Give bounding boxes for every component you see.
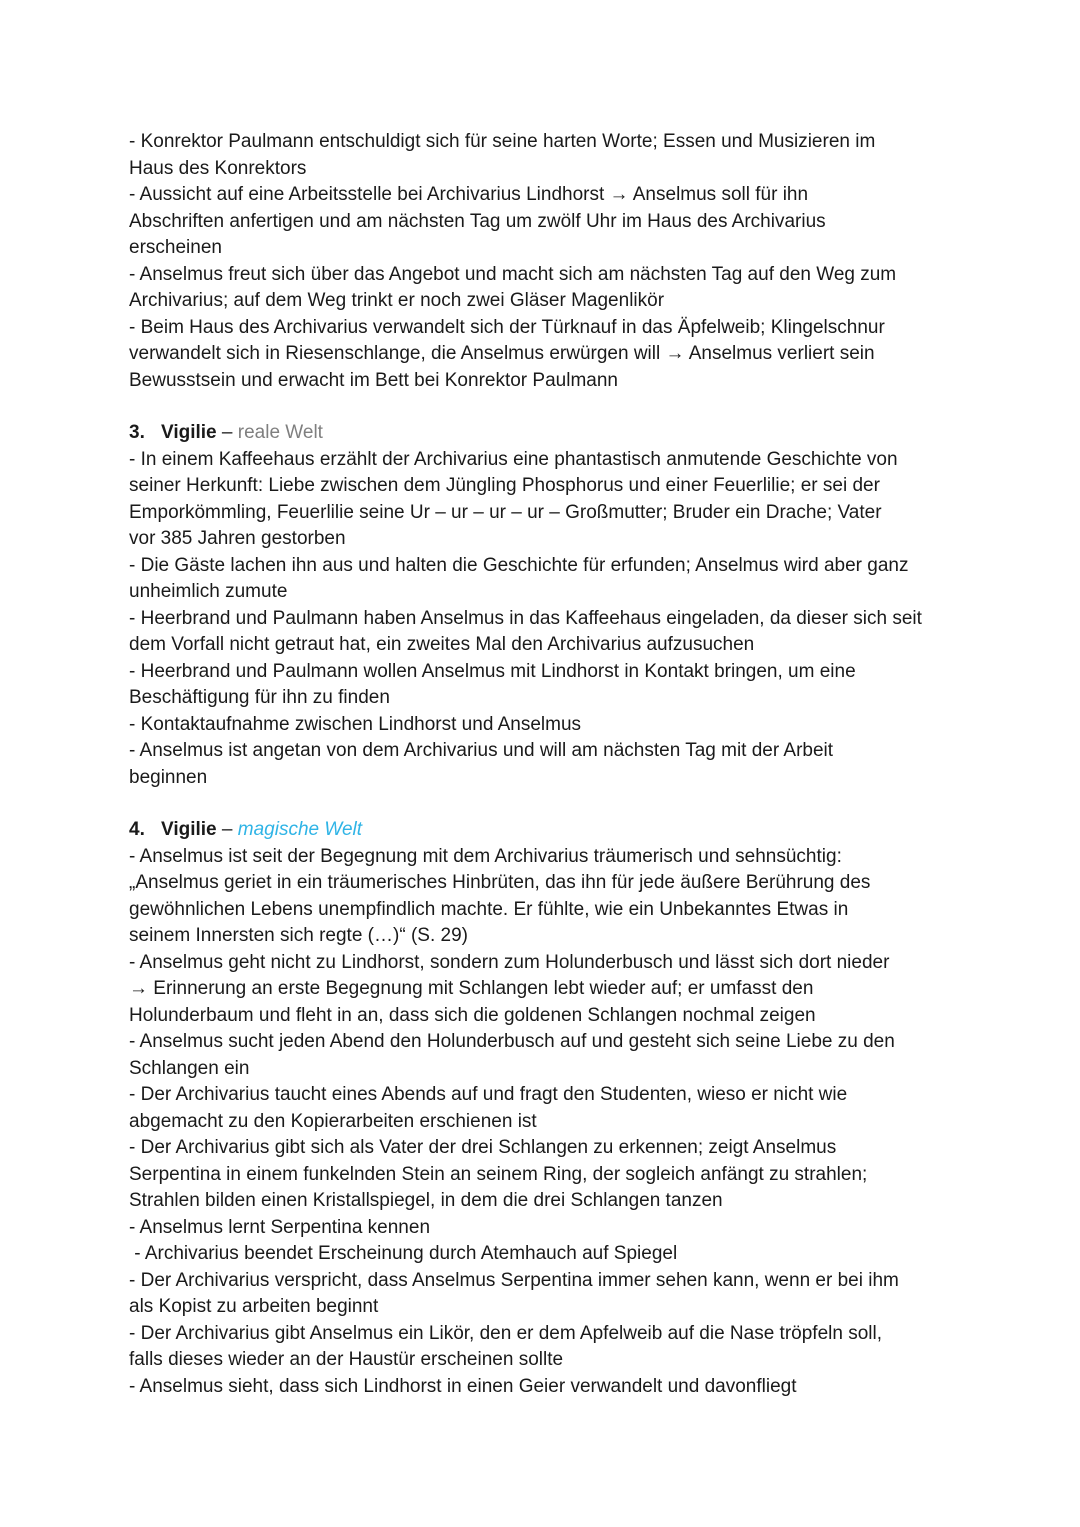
world-label-magic: magische Welt — [237, 819, 363, 840]
text-line: - Anselmus freut sich über das Angebot und macht sich am nächsten Tag auf den Weg zum — [129, 263, 897, 285]
text-line: vor 385 Jahren gestorben — [129, 528, 346, 549]
text-line: - Anselmus lernt Serpentina kennen — [129, 1216, 431, 1238]
text-line: gewöhnlichen Lebens unempfindlich machte. Er fühlte, wie ein Unbekanntes Etwas in — [129, 898, 849, 920]
text-line: als Kopist zu arbeiten beginnt — [129, 1296, 379, 1317]
section-vigilie-3 — [129, 420, 959, 791]
text-line: - Beim Haus des Archivarius verwandelt sich der Türknauf in das Äpfelweib; Klingelschnur — [129, 316, 885, 338]
text-line: verwandelt sich in Riesenschlange, die Anselmus erwürgen will → Anselmus verliert sein — [129, 343, 875, 364]
world-label-real: reale Welt — [237, 422, 323, 443]
section-number: 3. — [129, 422, 145, 443]
section-number: 4. — [129, 819, 145, 840]
text-line: - Heerbrand und Paulmann haben Anselmus in das Kaffeehaus eingeladen, da dieser sich seit — [129, 607, 922, 629]
section-title: Vigilie — [161, 422, 217, 443]
text-line: „Anselmus geriet in ein träumerisches Hinbrüten, das ihn für jede äußere Berührung des — [129, 872, 871, 893]
text-line: abgemacht zu den Kopierarbeiten erschienen ist — [129, 1110, 537, 1132]
text-line: Abschriften anfertigen und am nächsten Tag um zwölf Uhr im Haus des Archivarius — [129, 210, 826, 232]
text-line: erscheinen — [129, 237, 222, 258]
text-line: Schlangen ein — [129, 1057, 250, 1079]
text-line: - Der Archivarius gibt sich als Vater der drei Schlangen zu erkennen; zeigt Anselmus — [129, 1137, 837, 1158]
text-line: - Der Archivarius verspricht, dass Anselmus Serpentina immer sehen kann, wenn er bei ihm — [129, 1269, 899, 1291]
text-line: falls dieses wieder an der Haustür erscheinen sollte — [129, 1349, 564, 1370]
text-line: - Anselmus ist angetan von dem Archivarius und will am nächsten Tag mit der Arbeit — [129, 740, 834, 761]
text-line: - Konrektor Paulmann entschuldigt sich für seine harten Worte; Essen und Musizieren im — [129, 131, 876, 152]
text-line: - Archivarius beendet Erscheinung durch Atemhauch auf Spiegel — [129, 1243, 678, 1264]
text-line: - Anselmus sucht jeden Abend den Holunderbusch auf und gesteht sich seine Liebe zu den — [129, 1031, 895, 1052]
text-line: - Der Archivarius taucht eines Abends auf und fragt den Studenten, wieso er nicht wie — [129, 1084, 848, 1105]
text-line: - Heerbrand und Paulmann wollen Anselmus mit Lindhorst in Kontakt bringen, um eine — [129, 660, 856, 682]
text-line: - Anselmus geht nicht zu Lindhorst, sondern zum Holunderbusch und lässt sich dort nieder — [129, 951, 890, 973]
text-line: Bewusstsein und erwacht im Bett bei Konrektor Paulmann — [129, 369, 618, 391]
text-line: unheimlich zumute — [129, 581, 288, 602]
text-line: - Der Archivarius gibt Anselmus ein Likör, den er dem Apfelweib auf die Nase tröpfeln soll, — [129, 1322, 882, 1344]
heading-dash: – — [221, 422, 233, 443]
text-line: - Die Gäste lachen ihn aus und halten die Geschichte für erfunden; Anselmus wird aber ganz — [129, 554, 909, 576]
text-line: → Erinnerung an erste Begegnung mit Schlangen lebt wieder auf; er umfasst den — [129, 978, 814, 999]
heading-dash: – — [221, 819, 233, 840]
text-line: Emporkömmling, Feuerlilie seine Ur – ur – ur – ur – Großmutter; Bruder ein Drache; Vater — [129, 501, 882, 523]
text-line: - Aussicht auf eine Arbeitsstelle bei Archivarius Lindhorst → Anselmus soll für ihn — [129, 184, 809, 205]
text-line: dem Vorfall nicht getraut hat, ein zweites Mal den Archivarius aufzusuchen — [129, 634, 755, 655]
text-line: - In einem Kaffeehaus erzählt der Archivarius eine phantastisch anmutende Geschichte von — [129, 448, 898, 470]
section-vigilie-4 — [129, 817, 959, 1400]
text-line: Strahlen bilden einen Kristallspiegel, in dem die drei Schlangen tanzen — [129, 1190, 723, 1211]
section-heading — [129, 817, 959, 844]
text-line: Serpentina in einem funkelnden Stein an seinem Ring, der sogleich anfängt zu strahlen; — [129, 1163, 868, 1185]
text-line: - Kontaktaufnahme zwischen Lindhorst und Anselmus — [129, 713, 582, 735]
text-line: Haus des Konrektors — [129, 157, 307, 179]
text-line: - Anselmus sieht, dass sich Lindhorst in einen Geier verwandelt und davonfliegt — [129, 1375, 797, 1397]
text-line: Archivarius; auf dem Weg trinkt er noch zwei Gläser Magenlikör — [129, 290, 665, 311]
text-line: - Anselmus ist seit der Begegnung mit dem Archivarius träumerisch und sehnsüchtig: — [129, 845, 842, 867]
document-page — [129, 129, 959, 1400]
intro-block — [129, 129, 959, 394]
text-line: seiner Herkunft: Liebe zwischen dem Jüngling Phosphorus und einer Feuerlilie; er sei der — [129, 475, 880, 496]
section-title: Vigilie — [161, 819, 217, 840]
text-line: seinem Innersten sich regte (…)“ (S. 29) — [129, 925, 468, 946]
text-line: Beschäftigung für ihn zu finden — [129, 687, 390, 708]
section-heading — [129, 420, 959, 447]
text-line: beginnen — [129, 766, 208, 788]
text-line: Holunderbaum und fleht in an, dass sich die goldenen Schlangen nochmal zeigen — [129, 1004, 816, 1026]
